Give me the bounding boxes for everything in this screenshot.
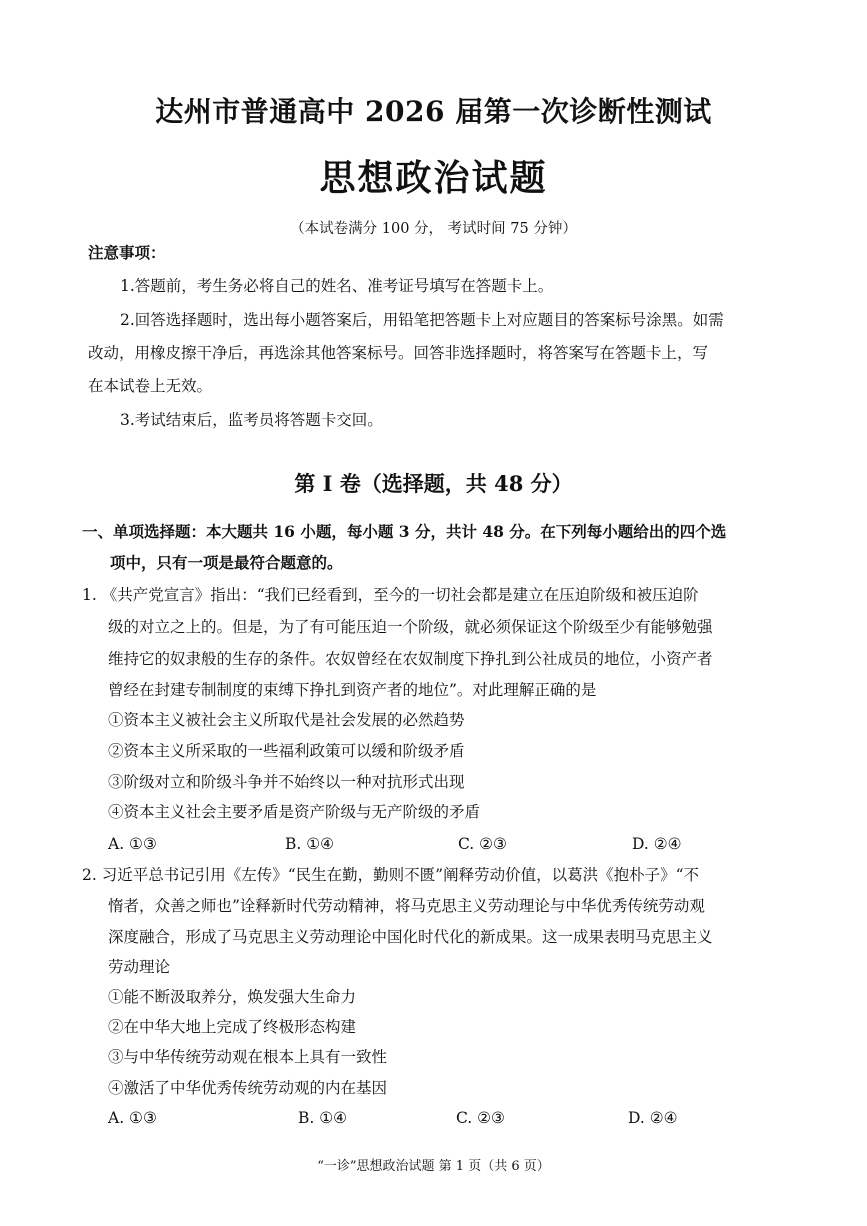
section-title: 第 I 卷（选择题，共 48 分） xyxy=(294,471,573,496)
section-instruction: 一、单项选择题：本大题共 16 小题，每小题 3 分，共计 48 分。在下列每小题给出的四个选 xyxy=(82,522,727,541)
question-1-statement-2: ②资本主义所采取的一些福利政策可以缓和阶级矛盾 xyxy=(108,742,465,760)
notice-item-2: 2.回答选择题时，选出每小题答案后，用铅笔把答题卡上对应题目的答案标号涂黑。如需 xyxy=(120,311,724,329)
question-2-line-3: 深度融合，形成了马克思主义劳动理论中国化时代化的新成果。这一成果表明马克思主义 xyxy=(108,928,713,946)
question-2-statement-4: ④激活了中华优秀传统劳动观的内在基因 xyxy=(108,1079,388,1097)
question-1-option-d: D. ②④ xyxy=(632,835,682,853)
question-1-option-a: A. ①③ xyxy=(108,835,157,853)
question-2-line-2: 惰者，众善之师也”诠释新时代劳动精神，将马克思主义劳动理论与中华优秀传统劳动观 xyxy=(108,897,705,915)
notice-item-2-end: 在本试卷上无效。 xyxy=(88,377,213,395)
question-2-line-1: 2. 习近平总书记引用《左传》“民生在勤，勤则不匮”阐释劳动价值，以葛洪《抱朴子》“不 xyxy=(82,866,699,884)
question-2-statement-3: ③与中华传统劳动观在根本上具有一致性 xyxy=(108,1048,388,1066)
section-instruction-cont: 项中，只有一项是最符合题意的。 xyxy=(110,553,343,572)
question-2-statement-1: ①能不断汲取养分，焕发强大生命力 xyxy=(108,988,357,1006)
notice-item-1: 1.答题前，考生务必将自己的姓名、准考证号填写在答题卡上。 xyxy=(120,277,554,295)
question-1-line-2: 级的对立之上的。但是，为了有可能压迫一个阶级，就必须保证这个阶级至少有能够勉强 xyxy=(108,618,713,636)
question-1-line-3: 维持它的奴隶般的生存的条件。农奴曾经在农奴制度下挣扎到公社成员的地位，小资产者 xyxy=(108,650,713,668)
question-1-statement-3: ③阶级对立和阶级斗争并不始终以一种对抗形式出现 xyxy=(108,773,465,791)
question-1-statement-4: ④资本主义社会主要矛盾是资产阶级与无产阶级的矛盾 xyxy=(108,803,481,821)
question-2-statement-2: ②在中华大地上完成了终极形态构建 xyxy=(108,1018,357,1036)
question-2-option-a: A. ①③ xyxy=(108,1109,157,1127)
question-2-option-d: D. ②④ xyxy=(628,1109,678,1127)
question-1-option-b: B. ①④ xyxy=(285,835,335,853)
exam-info: （本试卷满分 100 分， 考试时间 75 分钟） xyxy=(290,221,577,237)
question-1-statement-1: ①资本主义被社会主义所取代是社会发展的必然趋势 xyxy=(108,711,465,729)
question-1-option-c: C. ②③ xyxy=(458,835,507,853)
page-footer: “一诊”思想政治试题 第 1 页（共 6 页） xyxy=(317,1159,550,1174)
question-1-line-1: 1. 《共产党宣言》指出：“我们已经看到，至今的一切社会都是建立在压迫阶级和被压迫阶 xyxy=(82,586,699,604)
question-2-line-4: 劳动理论 xyxy=(108,958,171,976)
exam-title: 达州市普通高中 2026 届第一次诊断性测试 xyxy=(155,95,712,128)
question-2-option-c: C. ②③ xyxy=(456,1109,505,1127)
notice-item-2-cont: 改动，用橡皮擦干净后，再选涂其他答案标号。回答非选择题时，将答案写在答题卡上，写 xyxy=(88,344,709,362)
notice-item-3: 3.考试结束后，监考员将答题卡交回。 xyxy=(120,411,383,429)
question-1-line-4: 曾经在封建专制制度的束缚下挣扎到资产者的地位”。对此理解正确的是 xyxy=(108,681,597,699)
subject-title: 思想政治试题 xyxy=(319,157,548,199)
question-2-option-b: B. ①④ xyxy=(298,1109,348,1127)
notice-heading: 注意事项： xyxy=(88,243,166,262)
